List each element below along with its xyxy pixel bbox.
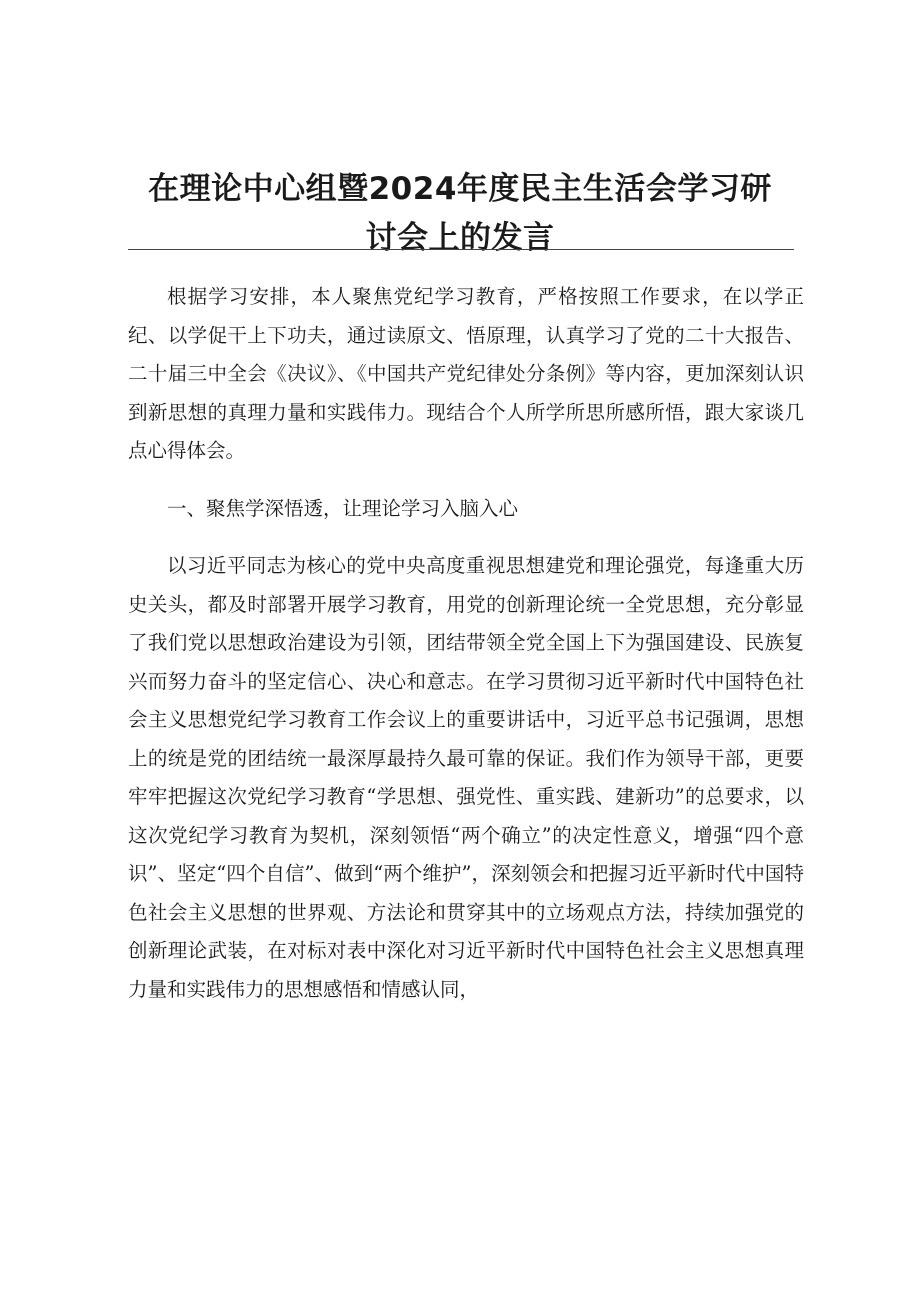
document-title-line-1: 在理论中心组暨2024年度民主生活会学习研 xyxy=(148,171,772,207)
intro-paragraph: 根据学习安排，本人聚焦党纪学习教育，严格按照工作要求，在以学正纪、以学促干上下功夫，通过读原文、悟原理，认真学习了党的二十大报告、二十届三中全会《决议》、《中国共产党纪律处分条例》等内容，更加深刻认识到新思想的真理力量和实践伟力。现结合个人所学所思所感所悟，跟大家谈几点心得体会。 xyxy=(128,285,804,462)
body-paragraph: 以习近平同志为核心的党中央高度重视思想建党和理论强党，每逢重大历史关头，都及时部署开展学习教育，用党的创新理论统一全党思想，充分彰显了我们党以思想政治建设为引领，团结带领全党全国上下为强国建设、民族复兴而努力奋斗的坚定信心、决心和意志。在学习贯彻习近平新时代中国特色社会主义思想党纪学习教育工作会议上的重要讲话中，习近平总书记强调，思想上的统是党的团结统一最深厚最持久最可靠的保证。我们作为领导干部，更要牢牢把握这次党纪学习教育“学思想、强党性、重实践、建新功”的总要求，以这次党纪学习教育为契机，深刻领悟“两个确立”的决定性意义，增强“四个意识”、坚定“四个自信”、做到“两个维护”，深刻领会和把握习近平新时代中国特色社会主义思想的世界观、方法论和贯穿其中的立场观点方法，持续加强党的创新理论武装，在对标对表中深化对习近平新时代中国特色社会主义思想真理力量和实践伟力的思想感悟和情感认同， xyxy=(128,554,804,1001)
title-divider xyxy=(128,249,794,250)
document-title-line-2: 讨会上的发言 xyxy=(365,220,555,256)
document-body xyxy=(128,278,804,1009)
section-heading: 一、聚焦学深悟透，让理论学习入脑入心 xyxy=(167,496,519,520)
